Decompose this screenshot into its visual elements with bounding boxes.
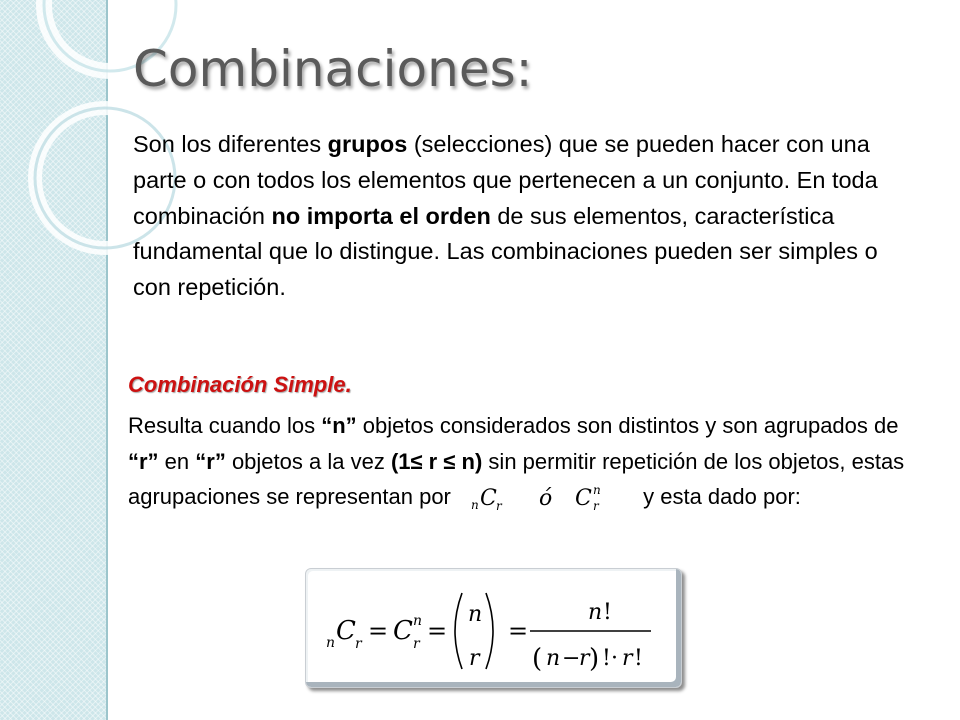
- formula-numerator-fact: !: [603, 600, 612, 625]
- formula-sup-n: n: [413, 613, 423, 629]
- formula-binom-r: r: [469, 646, 480, 671]
- intro-text-2: (selecciones) que se pueden hacer con una parte o con todos los elementos que pertenecen a un conjunto. En toda combinación: [133, 131, 878, 229]
- formula-sub-r-2: r: [413, 636, 420, 652]
- formula-eq-2: =: [427, 617, 448, 645]
- formula-denom-rparen: ): [589, 644, 600, 674]
- notation-c: C: [480, 486, 497, 512]
- formula-denom-minus: −: [562, 646, 581, 671]
- formula-eq-3: =: [508, 617, 529, 645]
- intro-bold-grupos: grupos: [327, 131, 408, 157]
- desc-text-2: objetos considerados son distintos y son agrupados de: [356, 413, 899, 438]
- desc-text-1: Resulta cuando los: [128, 413, 322, 438]
- formula-denom-n: n: [546, 646, 561, 671]
- formula-pre-n: n: [326, 635, 336, 651]
- formula-box: [305, 568, 682, 688]
- formula-denom-fact-2: !: [634, 646, 643, 671]
- notation-o: ó: [539, 486, 553, 512]
- formula-sub-r: r: [355, 636, 362, 652]
- desc-text-5: sin permitir repetición de los objetos, estas agrupaciones se representan por: [128, 448, 905, 509]
- combination-formula: [306, 569, 681, 687]
- desc-text-6: y esta dado por:: [637, 484, 801, 509]
- notation-sup-n: n: [593, 483, 601, 498]
- notation-c-2: C: [575, 486, 592, 512]
- intro-bold-orden: no importa el orden: [271, 202, 491, 229]
- formula-binom-n: n: [468, 602, 483, 627]
- formula-denom-r: r: [579, 646, 590, 671]
- formula-c: C: [336, 616, 356, 646]
- desc-text-4: objetos a la vez: [225, 448, 391, 474]
- section-description: [128, 408, 928, 515]
- formula-denom-fact-1: !: [602, 646, 611, 671]
- intro-paragraph: [133, 127, 893, 306]
- desc-n-quoted: “n”: [321, 413, 357, 438]
- desc-text-3: en: [158, 448, 196, 474]
- formula-denom-lparen: (: [532, 644, 543, 674]
- combination-notation: [457, 483, 637, 513]
- slide-title: Combinaciones:: [133, 40, 533, 98]
- notation-sub-r: r: [496, 499, 502, 514]
- formula-binom-right-paren: [486, 593, 493, 669]
- notation-pre-n: n: [471, 498, 479, 513]
- notation-sub-r-2: r: [593, 499, 599, 514]
- formula-denom-r-2: r: [622, 646, 633, 671]
- desc-r-quoted-1: “r”: [128, 448, 159, 474]
- formula-eq-1: =: [368, 617, 389, 645]
- formula-binom-left-paren: [455, 593, 462, 669]
- desc-range: (1≤ r ≤ n): [390, 448, 483, 474]
- intro-text-3: de sus elementos, característica fundamental que lo distingue. Las combinaciones pueden ser simples o con repetición.: [133, 202, 878, 301]
- formula-denom-dot: ·: [611, 646, 618, 671]
- intro-text-1: Son los diferentes: [133, 131, 328, 157]
- desc-r-quoted-2: “r”: [195, 448, 226, 474]
- formula-c-2: C: [393, 616, 413, 646]
- section-heading: Combinación Simple.: [128, 372, 352, 397]
- formula-numerator-n: n: [588, 600, 603, 625]
